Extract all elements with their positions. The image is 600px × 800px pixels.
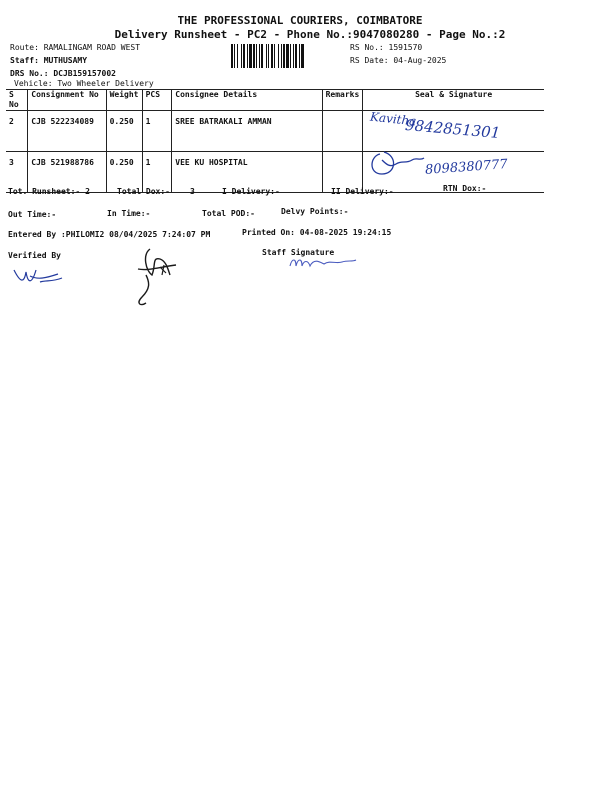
col-consignee: Consignee Details bbox=[172, 90, 322, 111]
consignment-table bbox=[6, 89, 544, 193]
staff-signature bbox=[286, 252, 358, 272]
company-title: THE PROFESSIONAL COURIERS, COIMBATORE bbox=[177, 14, 423, 27]
in-time: In Time:- bbox=[107, 209, 151, 218]
col-sno: S No bbox=[6, 90, 28, 111]
verified-signature bbox=[10, 262, 70, 290]
handwritten-name: Kavitha bbox=[369, 109, 418, 129]
rtn-dox: RTN Dox:- bbox=[443, 184, 487, 193]
delvy-points: Delvy Points:- bbox=[281, 207, 349, 216]
cell-pcs: 1 bbox=[142, 152, 172, 193]
staff-label: Staff: MUTHUSAMY bbox=[10, 56, 88, 65]
cell-weight: 0.250 bbox=[106, 111, 142, 152]
cell-weight: 0.250 bbox=[106, 152, 142, 193]
table-header-row bbox=[6, 90, 544, 111]
barcode bbox=[231, 44, 341, 68]
total-dox-label: Total Dox:- bbox=[117, 187, 170, 196]
staff-signature-label: Staff Signature bbox=[262, 248, 335, 257]
out-time: Out Time:- bbox=[8, 210, 57, 219]
rs-number: RS No.: 1591570 bbox=[350, 43, 423, 52]
vehicle-label: Vehicle: Two Wheeler Delivery bbox=[14, 79, 154, 88]
col-seal-signature: Seal & Signature bbox=[363, 90, 544, 111]
cell-consignee: VEE KU HOSPITAL bbox=[172, 152, 322, 193]
verified-by-label: Verified By bbox=[8, 251, 61, 260]
col-weight: Weight bbox=[106, 90, 142, 111]
authorizer-signature bbox=[132, 245, 187, 310]
cell-sno: 2 bbox=[6, 111, 28, 152]
cell-consignee: SREE BATRAKALI AMMAN bbox=[172, 111, 322, 152]
drs-number: DRS No.: DCJB159157002 bbox=[10, 69, 116, 78]
col-consignment: Consignment No bbox=[28, 90, 106, 111]
i-delivery: I Delivery:- bbox=[222, 187, 280, 196]
route-label: Route: RAMALINGAM ROAD WEST bbox=[10, 43, 141, 52]
runsheet-subtitle: Delivery Runsheet - PC2 - Phone No.:9047080280 - Page No.:2 bbox=[114, 28, 506, 41]
ii-delivery: II Delivery:- bbox=[331, 187, 394, 196]
handwritten-phone: 9842851301 bbox=[404, 115, 502, 143]
cell-sno: 3 bbox=[6, 152, 28, 193]
col-pcs: PCS bbox=[142, 90, 172, 111]
handwritten-phone: 8098380777 bbox=[424, 157, 509, 178]
total-runsheet: Tot. Runsheet:- 2 bbox=[8, 187, 90, 196]
col-remarks: Remarks bbox=[322, 90, 363, 111]
cell-remarks bbox=[322, 111, 363, 152]
total-dox-value: 3 bbox=[190, 187, 195, 196]
cell-consignment: CJB 521988786 bbox=[28, 152, 106, 193]
total-pod: Total POD:- bbox=[202, 209, 255, 218]
cell-consignment: CJB 522234089 bbox=[28, 111, 106, 152]
printed-on: Printed On: 04-08-2025 19:24:15 bbox=[242, 228, 392, 237]
handwritten-signature-row2 bbox=[368, 146, 428, 178]
entered-by: Entered By :PHILOMI2 08/04/2025 7:24:07 PM bbox=[8, 230, 211, 239]
cell-pcs: 1 bbox=[142, 111, 172, 152]
rs-date: RS Date: 04-Aug-2025 bbox=[350, 56, 447, 65]
